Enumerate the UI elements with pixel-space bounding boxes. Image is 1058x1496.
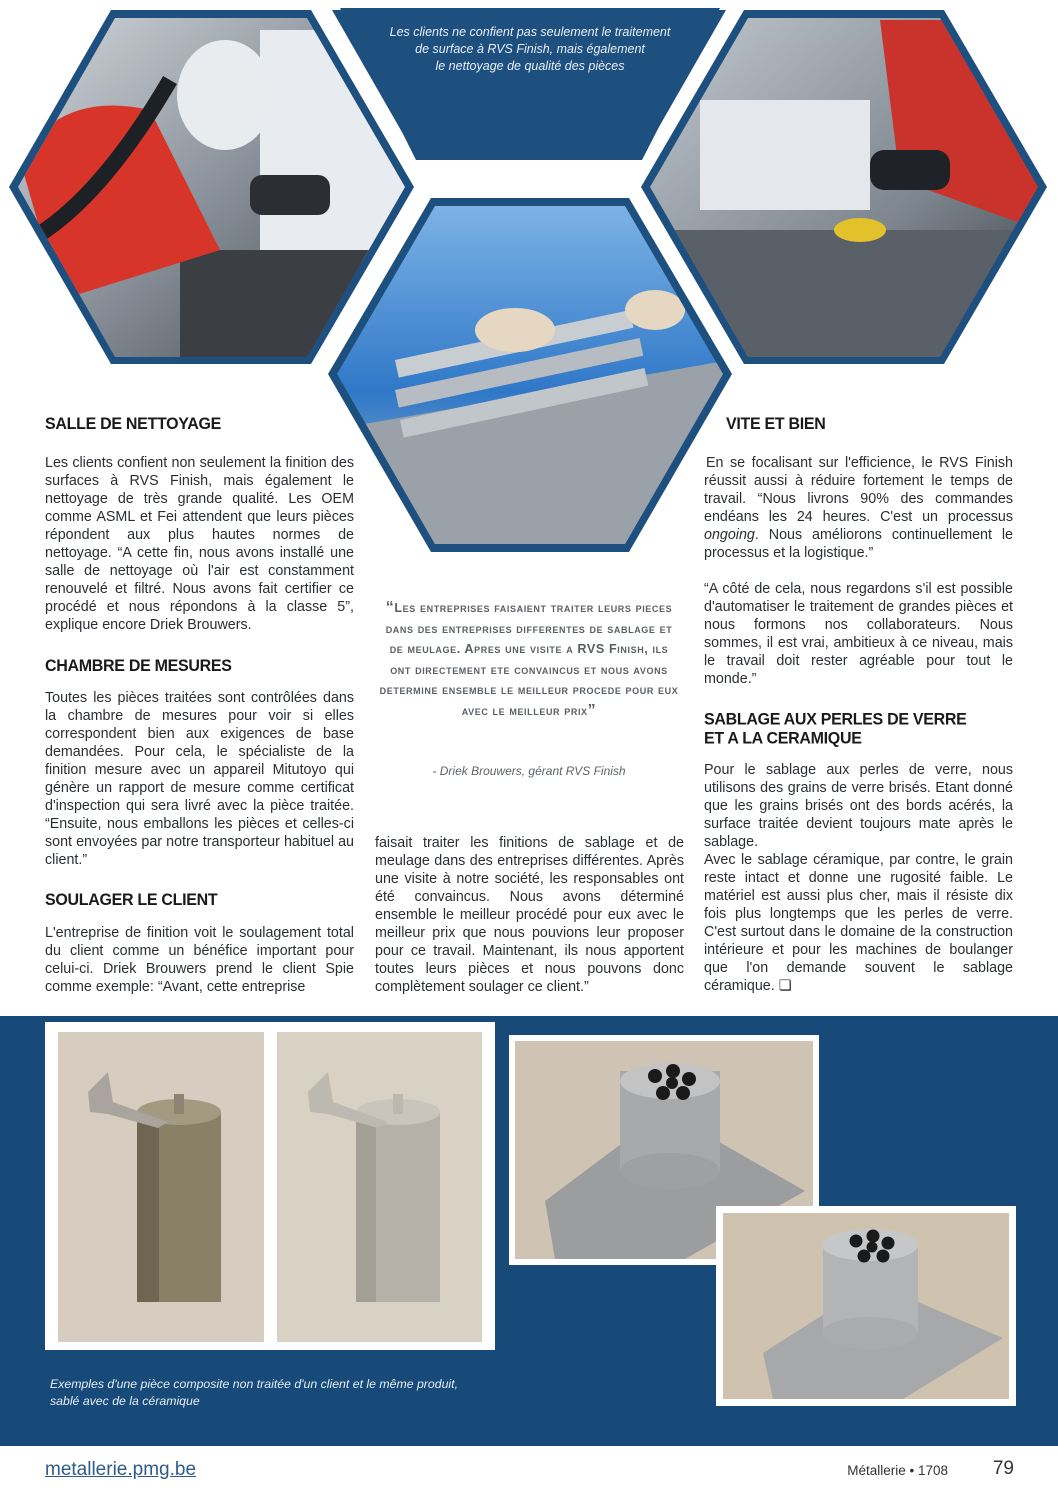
text-emphasis: ongoing bbox=[704, 527, 755, 543]
quote-author: - Driek Brouwers, gérant RVS Finish bbox=[432, 764, 626, 778]
bottom-photo-caption bbox=[50, 1376, 490, 1410]
quote-open-mark: “ bbox=[385, 599, 395, 616]
paragraph-salle-de-nettoyage bbox=[45, 454, 354, 634]
heading-line: ET A LA CERAMIQUE bbox=[704, 730, 862, 748]
heading-vite-et-bien: VITE ET BIEN bbox=[726, 415, 826, 434]
caption-line: Exemples d'une pièce composite non traitée d'un client et le même produit, bbox=[50, 1377, 458, 1391]
paragraph-text: Toutes les pièces traitées sont contrôlées dans la chambre de mesures pour voir si elles correspondent bien aux exigences de base demandées. Pour cela, le spécialiste de la finition mesure avec un appareil Mitutoyo qui génère un rapport de mesure comme certificat d'inspection qui sera livré avec la pièce traitée. “Ensuite, nous emballons les pièces et celles-ci sont envoyées par notre transporteur habituel au client.” bbox=[45, 690, 354, 868]
caption-line: le nettoyage de qualité des pièces bbox=[435, 59, 625, 73]
heading-salle-de-nettoyage: SALLE DE NETTOYAGE bbox=[45, 415, 221, 434]
heading-chambre-de-mesures: CHAMBRE DE MESURES bbox=[45, 657, 232, 676]
nozzle-part-photo-treated bbox=[723, 1213, 1009, 1399]
paragraph-text bbox=[704, 851, 1013, 995]
text-run: En se focalisant sur l'efficience, le RVS Finish réussit aussi à réduire fortement le temps de travail. “Nous livrons 90% des commandes endéans les 24 heures. C'est un processus bbox=[704, 455, 1013, 525]
paragraph-vite-et-bien bbox=[704, 454, 1013, 688]
quote-text: Les entreprises faisaient traiter leurs pieces dans des entreprises differentes de sablage et de meulage. Apres une visite a RVS Finish, ils ont directement ete convaincus et nous avons determine ensemble le meilleur procede pour eux avec le meilleur prix bbox=[379, 601, 679, 718]
pull-quote bbox=[378, 598, 680, 721]
caption-line: de surface à RVS Finish, mais également bbox=[415, 42, 645, 56]
heading-sablage bbox=[704, 711, 966, 749]
top-photo-caption bbox=[380, 24, 680, 75]
caption-line: sablé avec de la céramique bbox=[50, 1394, 200, 1408]
paragraph-text: L'entreprise de finition voit le soulagement total du client comme un bénéfice important pour celui-ci. Driek Brouwers prend le client Spie comme exemple: “Avant, cette entreprise bbox=[45, 925, 354, 995]
caption-line: Les clients ne confient pas seulement le traitement bbox=[389, 25, 671, 39]
paragraph-text: Les clients confient non seulement la finition des surfaces à RVS Finish, mais également le nettoyage de très grande qualité. Les OEM comme ASML et Fei attendent que leurs pièces répondent aux plus hautes normes de nettoyage. “A cette fin, nous avons installé une salle de nettoyage où l'air est constamment renouvelé et filtré. Nous avons fait certifier ce procédé et nous répondons à la classe 5”, explique encore Driek Brouwers. bbox=[45, 455, 354, 633]
text-run: Avec le sablage céramique, par contre, le grain reste intact et donne une rugosité faible. Le matériel est aussi plus cher, mais il résiste dix fois plus longtemps que les perles de verre. C'est surtout dans le domaine de la construction intérieure et pour les machines de boulanger que l'on demande souvent le sablage céramique. bbox=[704, 852, 1013, 994]
quote-close-mark: ” bbox=[587, 701, 597, 719]
cylinder-comparison-photo bbox=[58, 1032, 482, 1342]
heading-soulager-le-client: SOULAGER LE CLIENT bbox=[45, 891, 218, 910]
page-number: 79 bbox=[992, 1458, 1014, 1479]
paragraph-chambre-de-mesures bbox=[45, 689, 354, 869]
paragraph-sablage bbox=[704, 761, 1013, 995]
paragraph-text: “A côté de cela, nous regardons s'il est possible d'automatiser le traitement de grandes pièces et nous formons nos collaborateurs. Nous sommes, il est vrai, ambitieux à ce niveau, mais le travail doit rester agréable pour tout le monde.” bbox=[704, 581, 1013, 687]
end-of-article-icon: ❏ bbox=[778, 978, 792, 994]
website-link[interactable]: metallerie.pmg.be bbox=[45, 1459, 197, 1480]
paragraph-soulager-le-client bbox=[45, 924, 354, 996]
text-run: . Nous améliorons continuellement le processus et la logistique.” bbox=[704, 527, 1013, 561]
heading-line: SABLAGE AUX PERLES DE VERRE bbox=[704, 711, 967, 729]
magazine-issue: Métallerie • 1708 bbox=[847, 1463, 948, 1478]
paragraph-text: Pour le sablage aux perles de verre, nous utilisons des grains de verre brisés. Etant donné que les grains brisés ont des bords acérés, la surface traitée devient toujours mate après le sablage. bbox=[704, 762, 1013, 850]
paragraph-text: faisait traiter les finitions de sablage et de meulage dans des entreprises différentes. Après une visite à notre société, les responsables ont été convaincus. Nous avons déterminé ensemble le meilleur procédé pour eux avec le meilleur prix que nous pouvions leur proposer pour ce travail. Maintenant, ils nous apportent toutes leurs pièces et nous pouvons donc complètement soulager ce client.” bbox=[375, 835, 684, 995]
paragraph-text bbox=[704, 454, 1013, 562]
paragraph-middle-continuation bbox=[375, 834, 684, 996]
